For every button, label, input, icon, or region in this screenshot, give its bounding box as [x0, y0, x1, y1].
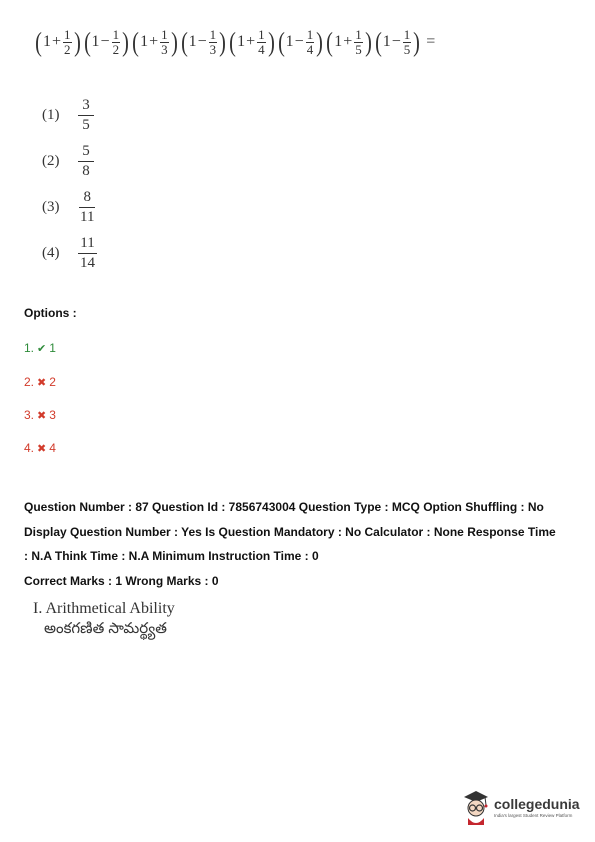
factor-sign: − — [197, 33, 207, 50]
expression-factor — [83, 28, 131, 56]
choice-label: (1) — [42, 106, 60, 123]
factor-one: 1 — [140, 33, 149, 50]
expression-factor — [34, 28, 82, 56]
fraction-numerator: 1 — [306, 26, 314, 42]
fraction-denominator: 14 — [80, 254, 95, 271]
factor-fraction — [403, 28, 412, 56]
marks-line: Correct Marks : 1 Wrong Marks : 0 — [24, 573, 219, 588]
option-value: 3 — [49, 408, 56, 422]
fraction-denominator: 5 — [82, 116, 90, 133]
factor-sign: + — [246, 33, 256, 50]
question-meta — [24, 495, 584, 593]
expression-factor — [228, 28, 276, 56]
fraction-numerator: 3 — [78, 96, 94, 116]
question-meta-line: Display Question Number : Yes Is Question Mandatory : No Calculator : None Response Time — [24, 524, 556, 539]
factor-fraction — [306, 28, 315, 56]
option-index: 1. — [24, 341, 35, 355]
fraction-numerator: 1 — [403, 26, 411, 42]
answer-choice — [42, 188, 96, 227]
option-item — [24, 341, 56, 355]
choice-fraction — [78, 188, 96, 227]
close-paren: ) — [170, 26, 178, 57]
close-paren: ) — [73, 26, 81, 57]
factor-fraction — [112, 28, 121, 56]
factor-sign: + — [343, 33, 353, 50]
choice-fraction — [78, 96, 94, 135]
option-index: 2. — [24, 375, 35, 389]
fraction-denominator: 11 — [80, 208, 95, 225]
option-item — [24, 441, 56, 455]
factor-one: 1 — [382, 33, 391, 50]
check-icon: ✔ — [37, 343, 47, 355]
fraction-denominator: 4 — [306, 41, 314, 57]
factor-one: 1 — [237, 33, 246, 50]
close-paren: ) — [413, 26, 421, 57]
cross-icon: ✖ — [37, 377, 47, 389]
option-value: 1 — [49, 341, 56, 355]
factor-sign: − — [100, 33, 110, 50]
factor-one: 1 — [285, 33, 294, 50]
fraction-denominator: 5 — [403, 41, 411, 57]
close-paren: ) — [364, 26, 372, 57]
open-paren: ( — [35, 26, 42, 57]
open-paren: ( — [229, 26, 236, 57]
choice-fraction — [78, 142, 94, 181]
cross-icon: ✖ — [37, 410, 47, 422]
close-paren: ) — [267, 26, 275, 57]
equals-sign: = — [426, 33, 436, 50]
fraction-denominator: 4 — [258, 41, 265, 57]
logo-tagline: India's largest Student Review Platform — [494, 813, 573, 818]
fraction-numerator: 1 — [64, 26, 71, 42]
choice-label: (2) — [42, 152, 60, 169]
option-index: 4. — [24, 441, 35, 455]
open-paren: ( — [374, 26, 382, 57]
logo-name: collegedunia — [494, 796, 580, 812]
fraction-numerator: 1 — [209, 26, 217, 42]
expression-factor — [180, 28, 228, 56]
fraction-numerator: 5 — [78, 142, 94, 162]
fraction-denominator: 3 — [161, 41, 168, 57]
factor-sign: + — [149, 33, 159, 50]
factor-sign: − — [294, 33, 304, 50]
factor-one: 1 — [43, 33, 51, 50]
expression-factor — [325, 28, 373, 56]
options-heading: Options : — [24, 306, 77, 320]
factor-one: 1 — [188, 33, 197, 50]
open-paren: ( — [132, 26, 139, 57]
fraction-numerator: 11 — [78, 234, 96, 254]
open-paren: ( — [326, 26, 334, 57]
fraction-numerator: 1 — [161, 26, 168, 42]
answer-choice — [42, 96, 94, 135]
fraction-numerator: 8 — [79, 188, 95, 208]
expression-factor — [131, 28, 179, 56]
choice-label: (3) — [42, 198, 60, 215]
option-value: 2 — [49, 375, 56, 389]
question-meta-line: : N.A Think Time : N.A Minimum Instruction Time : 0 — [24, 549, 319, 563]
expression-factor — [277, 28, 325, 56]
section-title-telugu: అంకగణిత సామర్థ్యత — [44, 620, 167, 637]
collegedunia-logo — [461, 788, 580, 826]
fraction-denominator: 2 — [112, 41, 120, 57]
factor-fraction — [160, 28, 169, 56]
expression-factor — [374, 28, 422, 56]
factor-sign: + — [52, 33, 62, 50]
close-paren: ) — [122, 26, 129, 57]
factor-fraction — [257, 28, 266, 56]
factor-one: 1 — [91, 33, 100, 50]
open-paren: ( — [83, 26, 91, 57]
factor-fraction — [354, 28, 363, 56]
option-value: 4 — [49, 441, 56, 455]
fraction-denominator: 3 — [209, 41, 217, 57]
choice-label: (4) — [42, 244, 60, 261]
factor-fraction — [63, 28, 72, 56]
fraction-denominator: 8 — [82, 162, 90, 179]
option-item — [24, 408, 56, 422]
fraction-numerator: 1 — [112, 26, 120, 42]
fraction-denominator: 5 — [355, 41, 362, 57]
answer-choice — [42, 234, 97, 273]
open-paren: ( — [180, 26, 188, 57]
question-meta-line: Question Number : 87 Question Id : 7856743004 Question Type : MCQ Option Shuffling : No — [24, 500, 544, 514]
fraction-numerator: 1 — [355, 26, 362, 42]
section-title: I. Arithmetical Ability — [33, 600, 175, 617]
factor-sign: − — [391, 33, 401, 50]
option-index: 3. — [24, 408, 35, 422]
option-item — [24, 375, 56, 389]
close-paren: ) — [316, 26, 324, 57]
factor-one: 1 — [334, 33, 343, 50]
close-paren: ) — [219, 26, 226, 57]
fraction-numerator: 1 — [258, 26, 265, 42]
answer-choice — [42, 142, 94, 181]
factor-fraction — [209, 28, 218, 56]
choice-fraction — [78, 234, 97, 273]
question-expression — [34, 22, 435, 62]
mascot-icon — [461, 788, 491, 826]
open-paren: ( — [277, 26, 285, 57]
cross-icon: ✖ — [37, 443, 47, 455]
fraction-denominator: 2 — [64, 41, 71, 57]
